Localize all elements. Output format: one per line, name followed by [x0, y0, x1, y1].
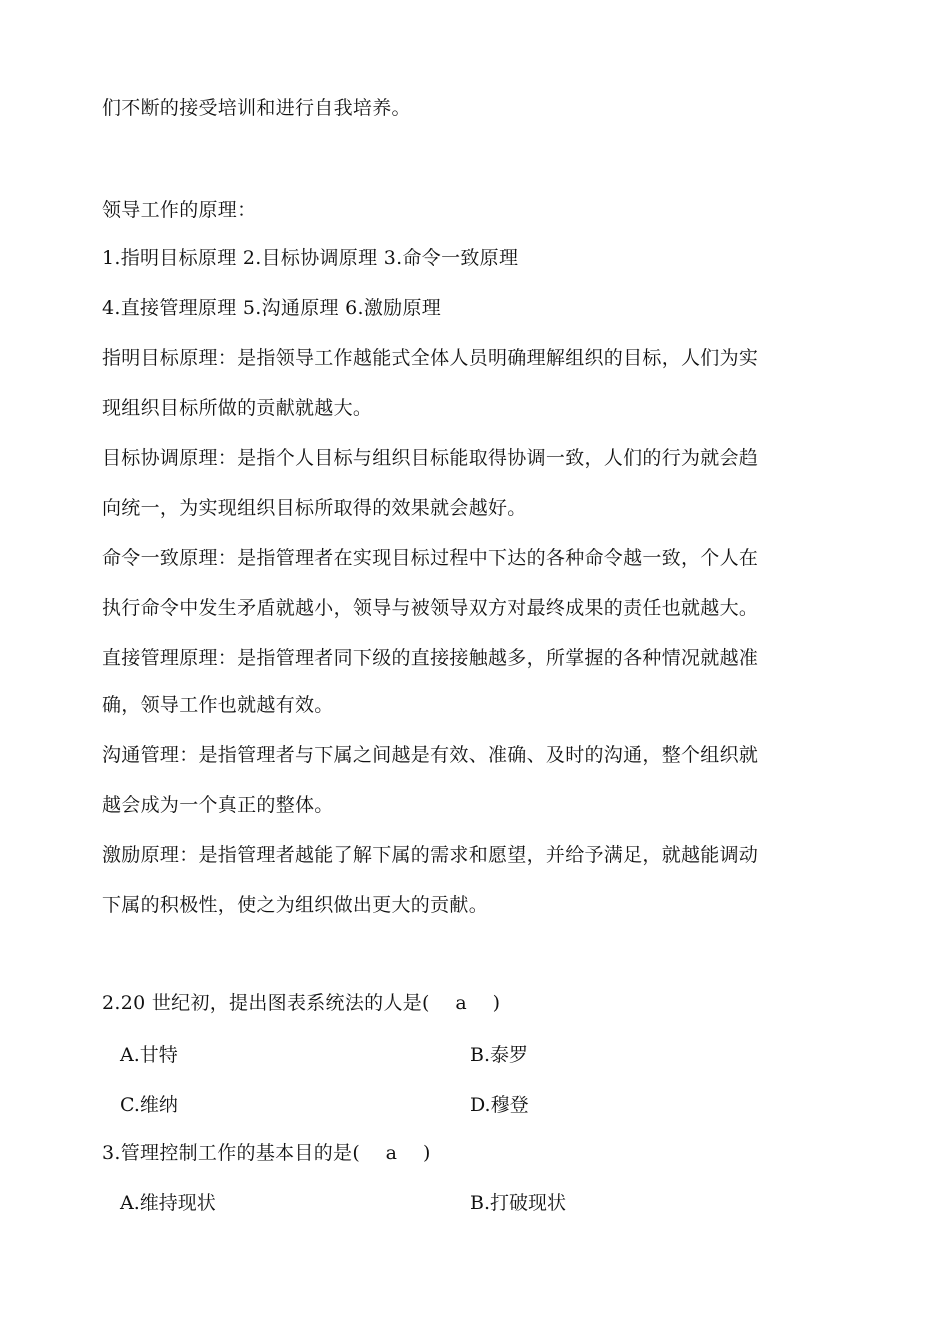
question-option: B.泰罗 — [470, 1044, 529, 1066]
section-title: 领导工作的原理： — [102, 199, 257, 221]
paragraph-line: 执行命令中发生矛盾就越小，领导与被领导双方对最终成果的责任也就越大。 — [102, 597, 759, 619]
question-option: A.维持现状 — [120, 1192, 216, 1214]
paragraph-line: 目标协调原理：是指个人目标与组织目标能取得协调一致，人们的行为就会趋 — [102, 447, 759, 469]
paragraph-line: 沟通管理：是指管理者与下属之间越是有效、准确、及时的沟通，整个组织就 — [102, 744, 759, 766]
question-stem: 3.管理控制工作的基本目的是( a ) — [102, 1142, 431, 1164]
paragraph-line: 激励原理：是指管理者越能了解下属的需求和愿望，并给予满足，就越能调动 — [102, 844, 759, 866]
question-option: C.维纳 — [120, 1094, 178, 1116]
principles-list-line: 1.指明目标原理 2.目标协调原理 3.命令一致原理 — [102, 247, 519, 269]
paragraph-line: 越会成为一个真正的整体。 — [102, 794, 334, 816]
paragraph-line: 下属的积极性，使之为组织做出更大的贡献。 — [102, 894, 489, 916]
intro-tail-text: 们不断的接受培训和进行自我培养。 — [102, 97, 411, 119]
paragraph-line: 向统一，为实现组织目标所取得的效果就会越好。 — [102, 497, 527, 519]
question-option: B.打破现状 — [470, 1192, 567, 1214]
question-option: A.甘特 — [120, 1044, 178, 1066]
question-stem: 2.20 世纪初，提出图表系统法的人是( a ) — [102, 992, 501, 1014]
principles-list-line: 4.直接管理原理 5.沟通原理 6.激励原理 — [102, 297, 442, 319]
paragraph-line: 确，领导工作也就越有效。 — [102, 694, 334, 716]
paragraph-line: 直接管理原理：是指管理者同下级的直接接触越多，所掌握的各种情况就越准 — [102, 647, 759, 669]
question-option: D.穆登 — [470, 1094, 529, 1116]
paragraph-line: 命令一致原理：是指管理者在实现目标过程中下达的各种命令越一致，个人在 — [102, 547, 759, 569]
paragraph-line: 现组织目标所做的贡献就越大。 — [102, 397, 373, 419]
paragraph-line: 指明目标原理：是指领导工作越能式全体人员明确理解组织的目标，人们为实 — [102, 347, 759, 369]
